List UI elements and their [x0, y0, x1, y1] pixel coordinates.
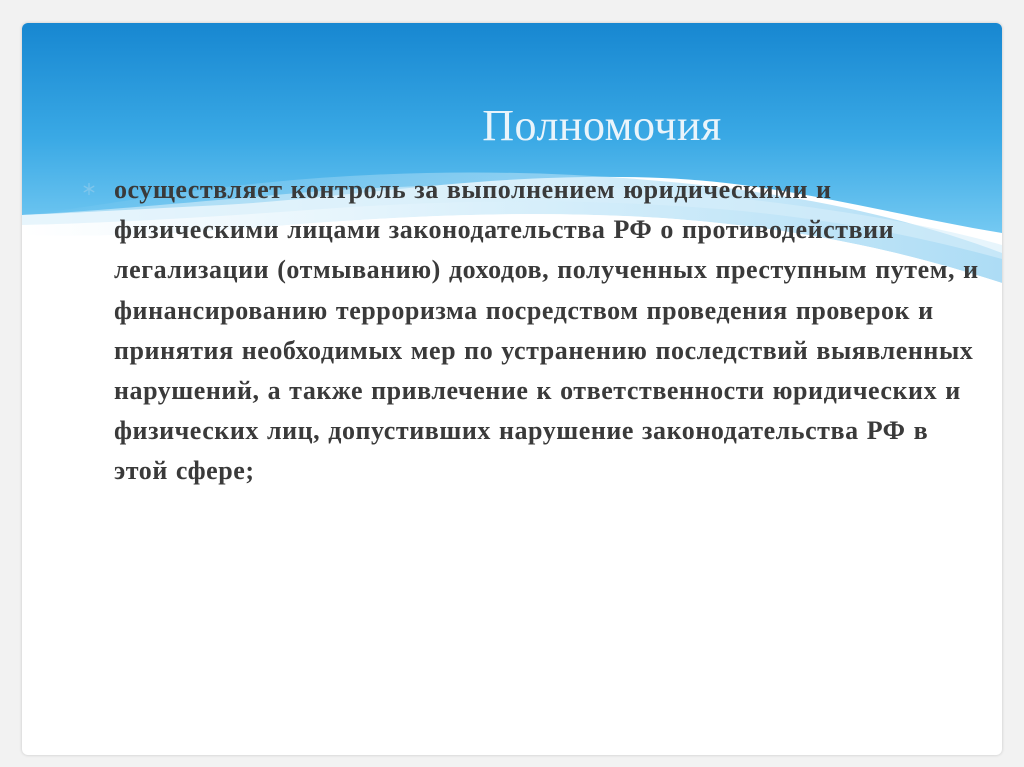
asterisk-bullet-icon — [82, 182, 96, 196]
bullet-list — [82, 170, 982, 492]
list-item — [82, 170, 982, 492]
slide — [22, 23, 1002, 755]
slide-title: Полномочия — [482, 101, 722, 150]
bullet-text: осуществляет контроль за выполнением юридическими и физическими лицами законодательства РФ о противодействии легализации (отмыванию) доходов, полученных преступным путем, и финансированию терроризма посредством проведения проверок и принятия необходимых мер по устранению последствий выявленных нарушений, а также привлечение к ответственности юридических и физических лиц, допустивших нарушение законодательства РФ в этой сфере; — [114, 175, 979, 486]
